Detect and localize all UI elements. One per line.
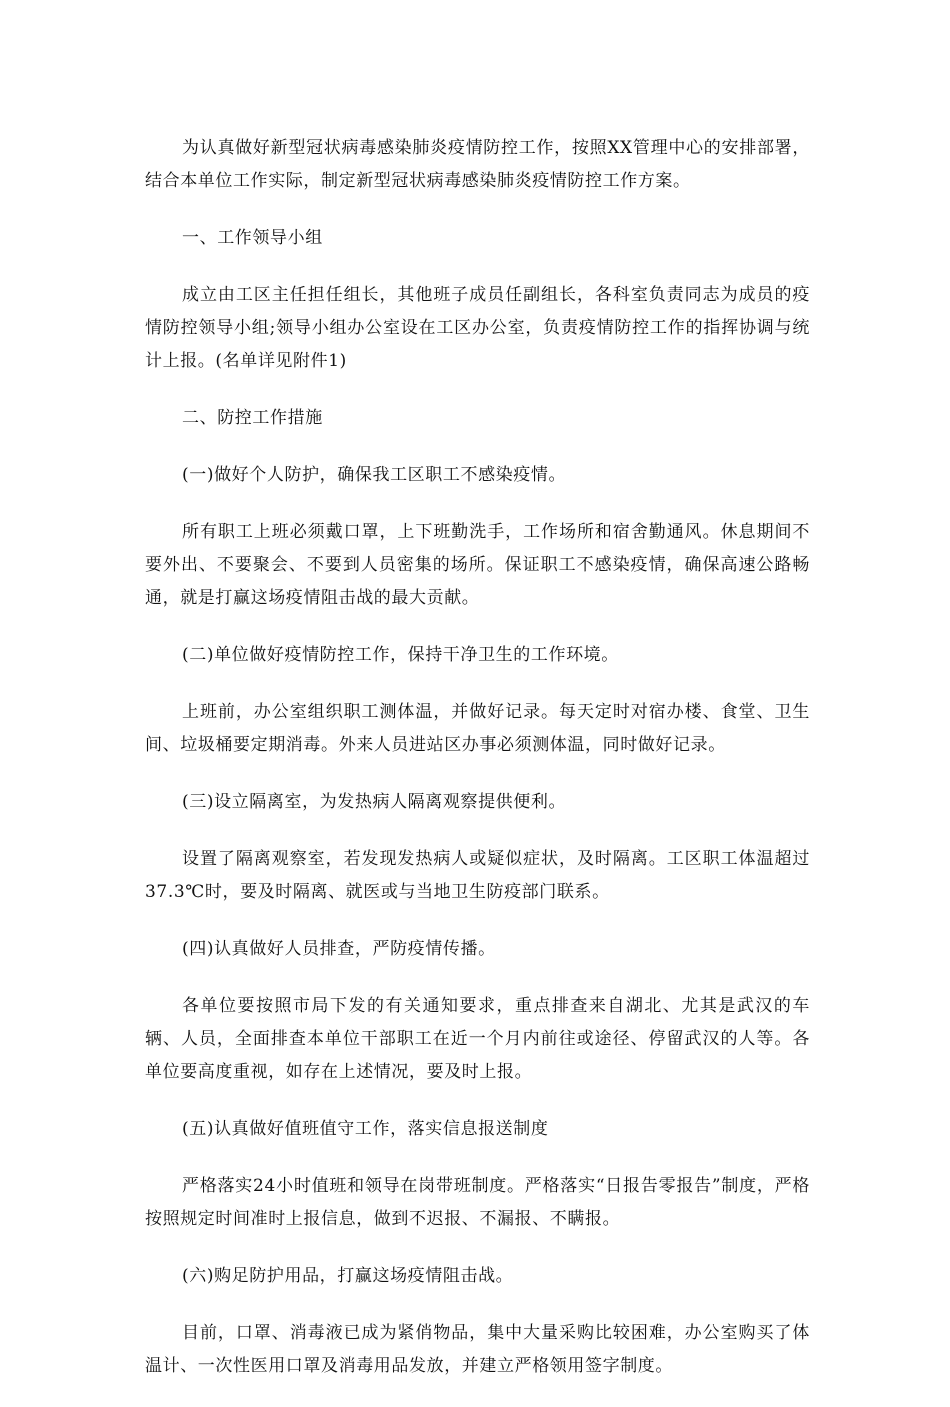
measure-1-heading: (一)做好个人防护，确保我工区职工不感染疫情。: [182, 465, 567, 485]
measure-6-paragraph: 目前，口罩、消毒液已成为紧俏物品，集中大量采购比较困难，办公室购买了体温计、一次性医用口罩及消毒用品发放，并建立严格领用签字制度。: [145, 1323, 810, 1376]
measure-4-heading: (四)认真做好人员排查，严防疫情传播。: [182, 939, 496, 959]
measure-3-paragraph: 设置了隔离观察室，若发现发热病人或疑似症状，及时隔离。工区职工体温超过37.3℃时，要及时隔离、就医或与当地卫生防疫部门联系。: [145, 849, 810, 902]
measure-4-paragraph: 各单位要按照市局下发的有关通知要求，重点排查来自湖北、尤其是武汉的车辆、人员，全面排查本单位干部职工在近一个月内前往或途径、停留武汉的人等。各单位要高度重视，如存在上述情况，要及时上报。: [145, 996, 810, 1082]
section-1-paragraph: 成立由工区主任担任组长，其他班子成员任副组长，各科室负责同志为成员的疫情防控领导小组;领导小组办公室设在工区办公室，负责疫情防控工作的指挥协调与统计上报。(名单详见附件1): [145, 285, 810, 371]
measure-6-heading: (六)购足防护用品，打赢这场疫情阻击战。: [182, 1266, 514, 1286]
measure-1-paragraph: 所有职工上班必须戴口罩，上下班勤洗手，工作场所和宿舍勤通风。休息期间不要外出、不要聚会、不要到人员密集的场所。保证职工不感染疫情，确保高速公路畅通，就是打赢这场疫情阻击战的最大贡献。: [145, 522, 810, 608]
measure-5-heading: (五)认真做好值班值守工作，落实信息报送制度: [182, 1119, 549, 1139]
section-1-heading: 一、工作领导小组: [182, 228, 323, 248]
document-body: [145, 132, 810, 1407]
measure-3-heading: (三)设立隔离室，为发热病人隔离观察提供便利。: [182, 792, 567, 812]
section-2-heading: 二、防控工作措施: [182, 408, 323, 428]
intro-paragraph: 为认真做好新型冠状病毒感染肺炎疫情防控工作，按照XX管理中心的安排部署，结合本单位工作实际，制定新型冠状病毒感染肺炎疫情防控工作方案。: [145, 138, 810, 191]
measure-5-paragraph: 严格落实24小时值班和领导在岗带班制度。严格落实“日报告零报告”制度，严格按照规定时间准时上报信息，做到不迟报、不漏报、不瞒报。: [145, 1176, 810, 1229]
measure-2-paragraph: 上班前，办公室组织职工测体温，并做好记录。每天定时对宿办楼、食堂、卫生间、垃圾桶要定期消毒。外来人员进站区办事必须测体温，同时做好记录。: [145, 702, 810, 755]
measure-2-heading: (二)单位做好疫情防控工作，保持干净卫生的工作环境。: [182, 645, 619, 665]
